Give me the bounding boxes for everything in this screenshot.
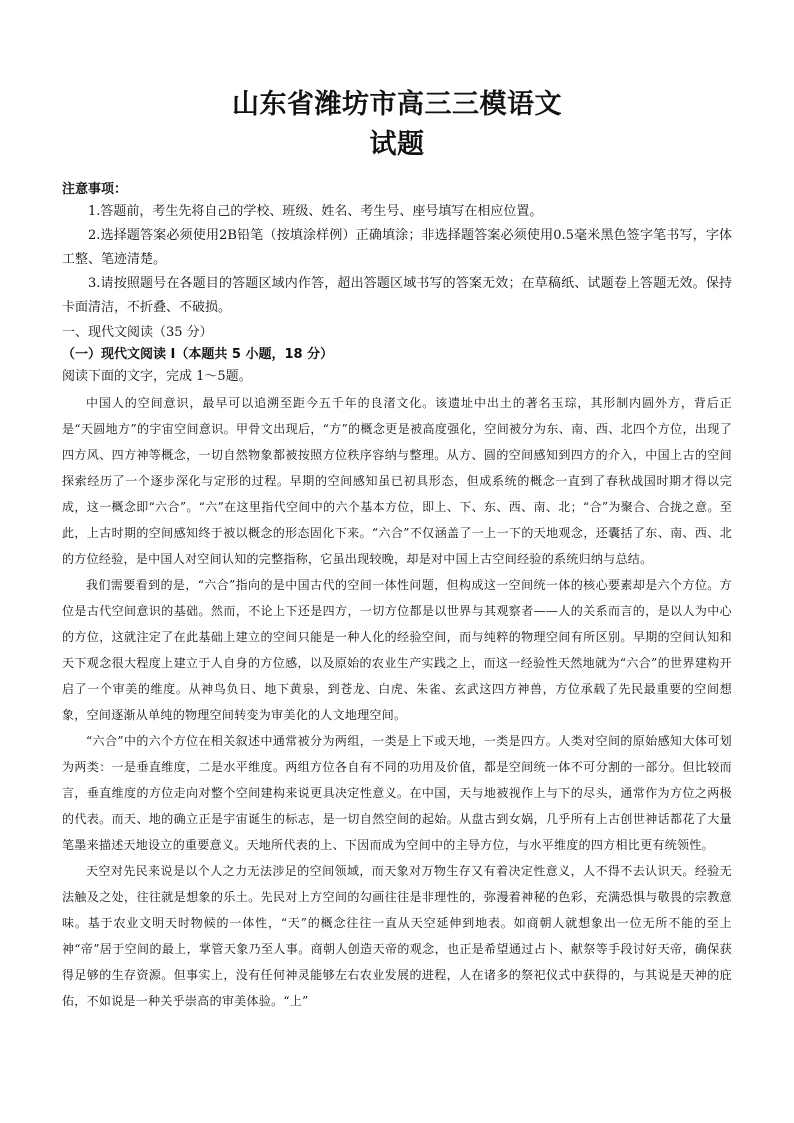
document-title-line2: 试题: [369, 129, 425, 160]
passage-paragraph-1: 中国人的空间意识，最早可以追溯至距今五千年的良渚文化。该遗址中出土的著名玉琮，其形制内圆外方，背后正是“天圆地方”的宇宙空间意识。甲骨文出现后，“方”的概念更是被高度强化，空间被分为东、南、西、北四个方位，出现了四方风、四方神等概念，一切自然物象都被按照方位秩序容纳与整理。从方、圆的空间感知到四方的介入，中国上古的空间探索经历了一个逐步深化与定形的过程。早期的空间感知虽已初具形态，但成系统的概念一直到了春秋战国时期才得以完成，这一概念即“六合”。“六”在这里指代空间中的六个基本方位，即上、下、东、西、南、北；“合”为聚合、合拢之意。至此，上古时期的空间感知终于被以概念的形态固化下来。“六合”不仅涵盖了一上一下的天地观念，还囊括了东、南、西、北的方位经验，是中国人对空间认知的完整指称，它虽出现较晚，却是对中国上古空间经验的系统归纳与总结。: [62, 396, 732, 566]
passage-paragraph-4: 天空对先民来说是以个人之力无法涉足的空间领域，而天象对万物生存又有着决定性意义，人不得不去认识天。经验无法触及之处，往往就是想象的乐土。先民对上方空间的勾画往往是非理性的，弥漫着神秘的色彩，充满恐惧与敬畏的宗教意味。基于农业文明天时物候的一体性，“天”的概念往往一直从天空延伸到地表。如商朝人就想象出一位无所不能的至上神“帝”居于空间的最上，掌管天象乃至人事。商朝人创造天帝的观念，也正是希望通过占卜、献祭等手段讨好天帝，确保获得足够的生存资源。但事实上，没有任何神灵能够左右农业发展的进程，人在诸多的祭祀仪式中获得的，与其说是天神的庇佑，不如说是一种关乎崇高的审美体验。“上”: [62, 864, 732, 1008]
notice-item-3: 3.请按照题号在各题目的答题区域内作答，超出答题区域书写的答案无效；在草稿纸、试题卷上答题无效。保持卡面清洁，不折叠、不破损。: [62, 276, 732, 315]
notice-item-2: 2.选择题答案必须使用2B铅笔（按填涂样例）正确填涂；非选择题答案必须使用0.5毫米黑色签字笔书写，字体工整、笔迹清楚。: [62, 228, 732, 267]
document-title-line1: 山东省潍坊市高三三模语文: [232, 89, 562, 120]
passage-paragraph-3: “六合”中的六个方位在相关叙述中通常被分为两组，一类是上下或天地，一类是四方。人类对空间的原始感知大体可划为两类：一是垂直维度，二是水平维度。两组方位各自有不同的功用及价值，都是空间统一体不可分割的一部分。但比较而言，垂直维度的方位走向对整个空间建构来说更具决定性意义。在中国，天与地被视作上与下的尽头，通常作为方位之两极的代表。而天、地的确立正是宇宙诞生的标志，是一切自然空间的起始。从盘古到女娲，几乎所有上古创世神话都花了大量笔墨来描述天地设立的重要意义。天地所代表的上、下因而成为空间中的主导方位，与水平维度的四方相比更有统领性。: [62, 734, 732, 852]
reading-passage: [62, 390, 732, 1014]
passage-paragraph-2: 我们需要看到的是，“六合”指向的是中国古代的空间一体性问题，但构成这一空间统一体的核心要素却是六个方位。方位是古代空间意识的基础。然而，不论上下还是四方，一切方位都是以世界与其观察者——人的关系而言的，是以人为中心的方位，这就注定了在此基础上建立的空间只能是一种人化的经验空间，而与纯粹的物理空间有所区别。早期的空间认知和天下观念很大程度上建立于人自身的方位感，以及原始的农业生产实践之上，而这一经验性天然地就为“六合”的世界建构开启了一个审美的维度。从神鸟负日、地下黄泉，到苍龙、白虎、朱雀、玄武这四方神兽，方位承载了先民最重要的空间想象，空间逐渐从单纯的物理空间转变为审美化的人文地理空间。: [62, 578, 732, 722]
notice-item-1: 1.答题前，考生先将自己的学校、班级、姓名、考生号、座号填写在相应位置。: [88, 204, 543, 219]
notice-heading: 注意事项：: [62, 182, 128, 197]
subsection-heading: （一）现代文阅读 I（本题共 5 小题，18 分）: [62, 347, 334, 362]
reading-instruction: 阅读下面的文字，完成 1～5题。: [62, 369, 252, 384]
section-heading: 一、现代文阅读（35 分）: [62, 325, 213, 340]
